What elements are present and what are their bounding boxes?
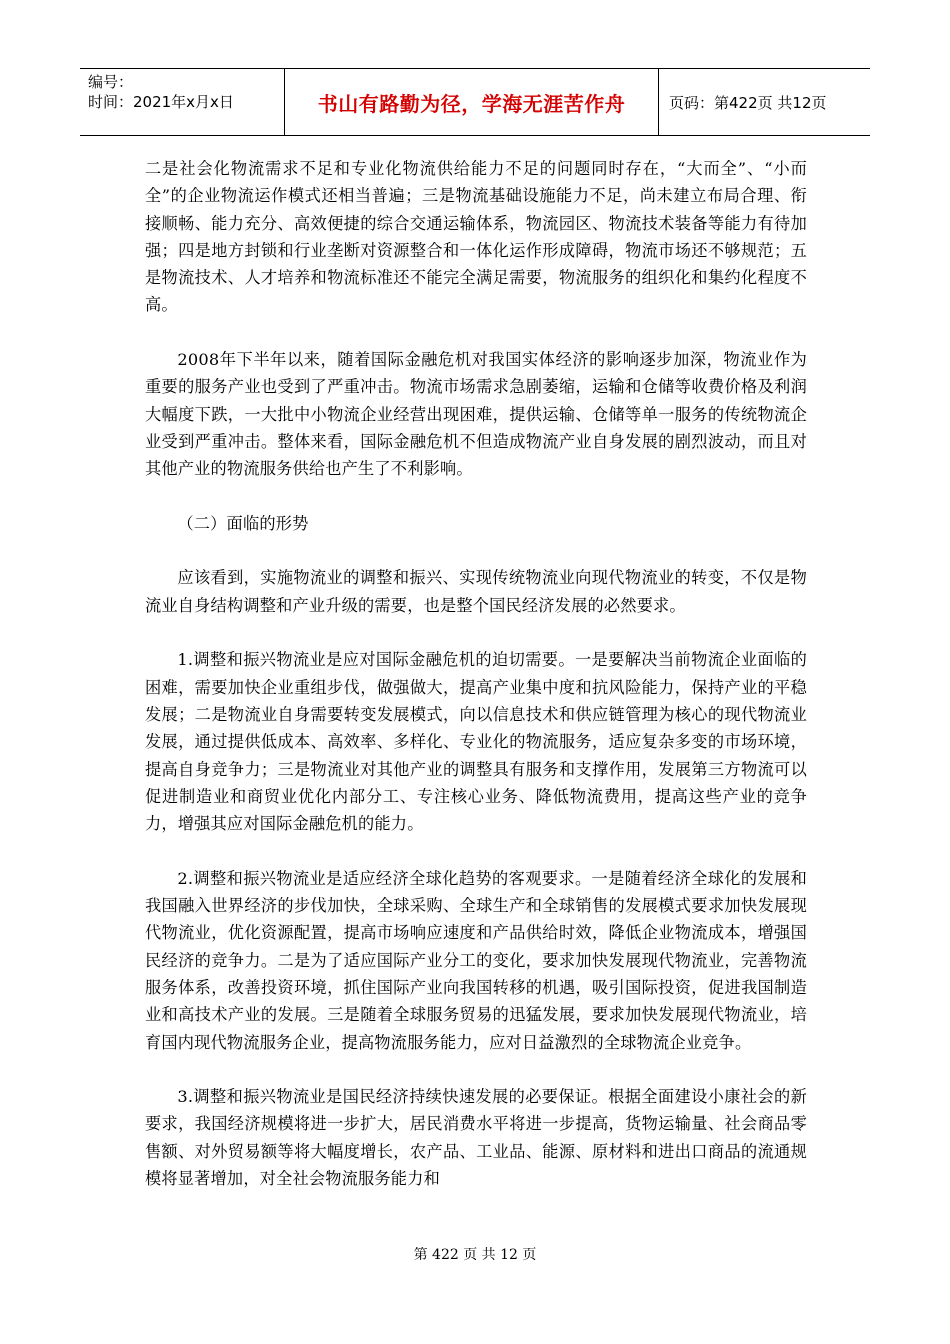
- document-number: 编号：: [88, 73, 134, 91]
- paragraph: 二是社会化物流需求不足和专业化物流供给能力不足的问题同时存在，“大而全”、“小而全”的企业物流运作模式还相当普遍；三是物流基础设施能力不足，尚未建立布局合理、衔接顺畅、能力充分、高效便捷的综合交通运输体系，物流园区、物流技术装备等能力有待加强；四是地方封锁和行业垄断对资源整合和一体化运作形成障碍，物流市场还不够规范；五是物流技术、人才培养和物流标准还不能完全满足需要，物流服务的组织化和集约化程度不高。: [145, 159, 807, 315]
- header-motto: 书山有路勤为径，学海无涯苦作舟: [317, 91, 626, 116]
- header-meta: [80, 69, 285, 136]
- page-header: [80, 68, 870, 136]
- paragraph: 1.调整和振兴物流业是应对国际金融危机的迫切需要。一是要解决当前物流企业面临的困难，需要加快企业重组步伐，做强做大，提高产业集中度和抗风险能力，保持产业的平稳发展；二是物流业自身需要转变发展模式，向以信息技术和供应链管理为核心的现代物流业发展，通过提供低成本、高效率、多样化、专业化的物流服务，适应复杂多变的市场环境，提高自身竞争力；三是物流业对其他产业的调整具有服务和支撑作用，发展第三方物流可以促进制造业和商贸业优化内部分工、专注核心业务、降低物流费用，提高这些产业的竞争力，增强其应对国际金融危机的能力。: [145, 650, 807, 834]
- section-heading: （二）面临的形势: [177, 513, 309, 533]
- header-page-info: 页码：第422页 共12页: [659, 69, 871, 136]
- paragraph: 2.调整和振兴物流业是适应经济全球化趋势的客观要求。一是随着经济全球化的发展和我国融入世界经济的步伐加快，全球采购、全球生产和全球销售的发展模式要求加快发展现代物流业，优化资源配置，提高市场响应速度和产品供给时效，降低企业物流成本，增强国民经济的竞争力。二是为了适应国际产业分工的变化，要求加快发展现代物流业，完善物流服务体系，改善投资环境，抓住国际产业向我国转移的机遇，吸引国际投资，促进我国制造业和高技术产业的发展。三是随着全球服务贸易的迅猛发展，要求加快发展现代物流业，培育国内现代物流服务企业，提高物流服务能力，应对日益激烈的全球物流企业竞争。: [145, 868, 807, 1052]
- paragraph: 2008年下半年以来，随着国际金融危机对我国实体经济的影响逐步加深，物流业作为重要的服务产业也受到了严重冲击。物流市场需求急剧萎缩，运输和仓储等收费价格及利润大幅度下跌，一大批中小物流企业经营出现困难，提供运输、仓储等单一服务的传统物流企业受到严重冲击。整体来看，国际金融危机不但造成物流产业自身发展的剧烈波动，而且对其他产业的物流服务供给也产生了不利影响。: [145, 350, 807, 479]
- paragraph: 应该看到，实施物流业的调整和振兴、实现传统物流业向现代物流业的转变，不仅是物流业自身结构调整和产业升级的需要，也是整个国民经济发展的必然要求。: [145, 568, 807, 615]
- page-footer: 第 422 页 共 12 页: [413, 1247, 537, 1263]
- document-body: [145, 155, 807, 1192]
- header-motto-cell: [285, 69, 659, 136]
- document-date: 时间：2021年x月x日: [88, 93, 234, 111]
- paragraph: 3.调整和振兴物流业是国民经济持续快速发展的必要保证。根据全面建设小康社会的新要求，我国经济规模将进一步扩大，居民消费水平将进一步提高，货物运输量、社会商品零售额、对外贸易额等将大幅度增长，农产品、工业品、能源、原材料和进出口商品的流通规模将显著增加，对全社会物流服务能力和: [145, 1087, 807, 1188]
